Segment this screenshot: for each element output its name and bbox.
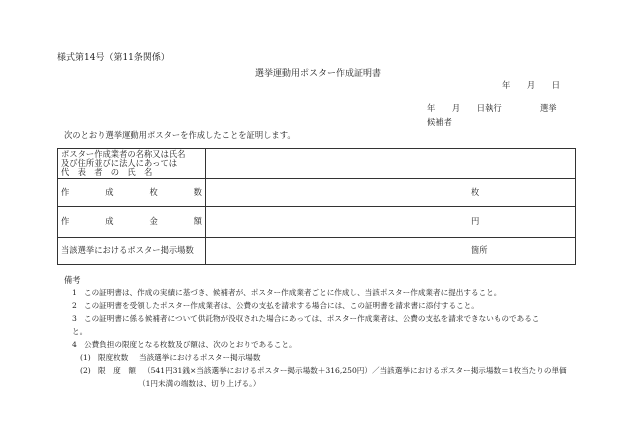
note-text: この証明書を受領したポスター作成業者は、公費の支払を請求する場合には、この証明書を請求書に添付すること。 — [84, 301, 479, 310]
candidate-label: 候補者 — [427, 117, 452, 127]
label-char: 成 — [105, 216, 114, 227]
table-row — [58, 207, 576, 238]
producer-label-line: ポスター作成業者の名称又は氏名 — [61, 148, 186, 159]
note-number: 2 — [72, 301, 77, 310]
sub-note-text: （541円31銭×当該選挙におけるポスター掲示場数＋316,250円）／当該選挙におけるポスター掲示場数＝1枚当たりの単価 — [143, 366, 567, 375]
producer-name-label — [58, 149, 206, 179]
note-text: 公費負担の限度となる枚数及び額は、次のとおりであること。 — [84, 340, 297, 349]
note-number: 1 — [72, 288, 77, 297]
posting-sites-field[interactable] — [206, 238, 576, 265]
note-text: この証明書に係る候補者について供託物が没収された場合にあっては、ポスター作成業者は、公費の支払を請求できないものであるこ — [84, 314, 540, 323]
posting-sites-label: 当該選挙におけるポスター掲示場数 — [58, 238, 206, 265]
note-number: 3 — [72, 314, 77, 323]
sub-note-number: (1) — [80, 353, 91, 362]
notes-heading: 備考 — [64, 275, 81, 285]
election-name-suffix: 選挙 — [540, 103, 557, 113]
unit-label: 枚 — [471, 186, 480, 197]
label-char: 成 — [105, 186, 114, 197]
label-char: 額 — [193, 216, 202, 227]
table-row — [58, 238, 576, 265]
label-char: 金 — [149, 216, 158, 227]
sub-note-number: (2) — [80, 366, 91, 375]
form-number: 様式第14号（第11条関係） — [57, 53, 170, 63]
amount-field[interactable] — [206, 207, 576, 238]
producer-name-field[interactable] — [206, 149, 576, 179]
amount-label — [58, 207, 206, 238]
note-text: この証明書は、作成の実績に基づき、候補者が、ポスター作成業者ごとに作成し、当該ポスター作成業者に提出すること。 — [84, 288, 502, 297]
certification-statement: 次のとおり選挙運動用ポスターを作成したことを証明します。 — [64, 130, 296, 140]
quantity-label — [58, 179, 206, 207]
table-row — [58, 149, 576, 179]
sub-note-text-continued: （1円未満の端数は、切り上げる。） — [138, 379, 261, 388]
quantity-field[interactable] — [206, 179, 576, 207]
issue-date: 年 月 日 — [502, 80, 561, 90]
label-char: 作 — [61, 216, 70, 227]
sub-note-text: 当該選挙におけるポスター掲示場数 — [139, 353, 261, 362]
unit-label: 箇所 — [471, 245, 488, 256]
label-char: 枚 — [149, 186, 158, 197]
election-date: 年 月 日執行 — [427, 103, 502, 113]
sub-note-label: 限度枚数 — [98, 353, 129, 362]
table-row — [58, 179, 576, 207]
document-title: 選挙運動用ポスター作成証明書 — [255, 69, 382, 79]
unit-label: 円 — [471, 216, 480, 227]
sub-note-label: 限 度 額 — [98, 366, 136, 375]
label-char: 作 — [61, 186, 70, 197]
producer-label-line: 及び住所並びに法人にあっては — [61, 157, 178, 168]
note-text-continued: と。 — [72, 327, 88, 336]
label-char: 数 — [193, 186, 202, 197]
note-number: 4 — [72, 340, 77, 349]
producer-label-line: 代 表 者 の 氏 名 — [61, 167, 153, 178]
certificate-table — [57, 148, 576, 265]
